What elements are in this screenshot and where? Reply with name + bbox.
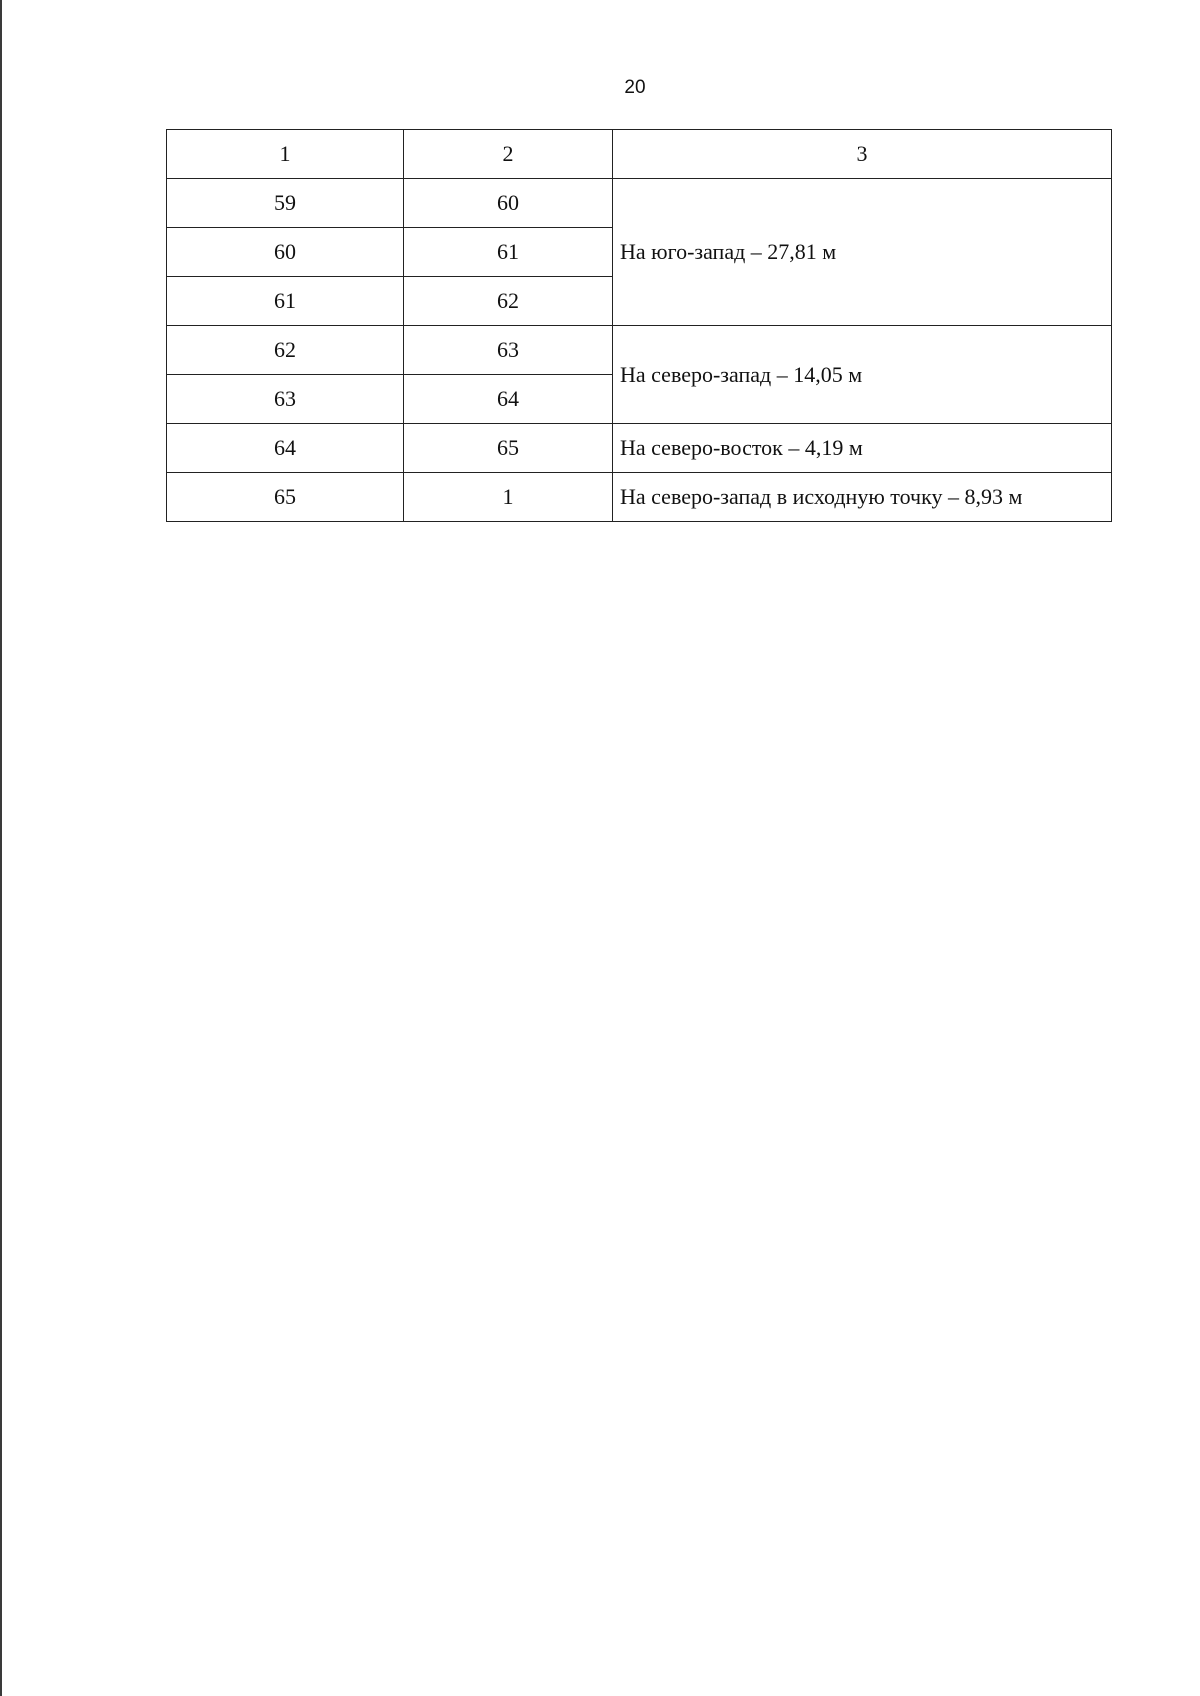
point-from: 63 [167, 375, 404, 424]
point-to: 64 [404, 375, 613, 424]
point-from: 65 [167, 473, 404, 522]
boundary-table [166, 129, 1112, 522]
column-header-3: 3 [613, 130, 1112, 179]
direction-description: На северо-запад – 14,05 м [613, 326, 1112, 424]
scan-left-edge [0, 0, 2, 1696]
point-to: 63 [404, 326, 613, 375]
column-header-2: 2 [404, 130, 613, 179]
point-to: 62 [404, 277, 613, 326]
point-to: 1 [404, 473, 613, 522]
direction-description: На северо-восток – 4,19 м [613, 424, 1112, 473]
column-header-1: 1 [167, 130, 404, 179]
point-from: 64 [167, 424, 404, 473]
point-from: 59 [167, 179, 404, 228]
direction-description: На юго-запад – 27,81 м [613, 179, 1112, 326]
page-number: 20 [624, 77, 646, 98]
point-to: 65 [404, 424, 613, 473]
table-row [167, 424, 1112, 473]
table-row [167, 326, 1112, 375]
table-row [167, 473, 1112, 522]
point-from: 60 [167, 228, 404, 277]
table-header-row [167, 130, 1112, 179]
point-from: 62 [167, 326, 404, 375]
direction-description: На северо-запад в исходную точку – 8,93 м [613, 473, 1112, 522]
point-to: 60 [404, 179, 613, 228]
point-from: 61 [167, 277, 404, 326]
table-row [167, 179, 1112, 228]
point-to: 61 [404, 228, 613, 277]
page-header [0, 0, 1200, 120]
